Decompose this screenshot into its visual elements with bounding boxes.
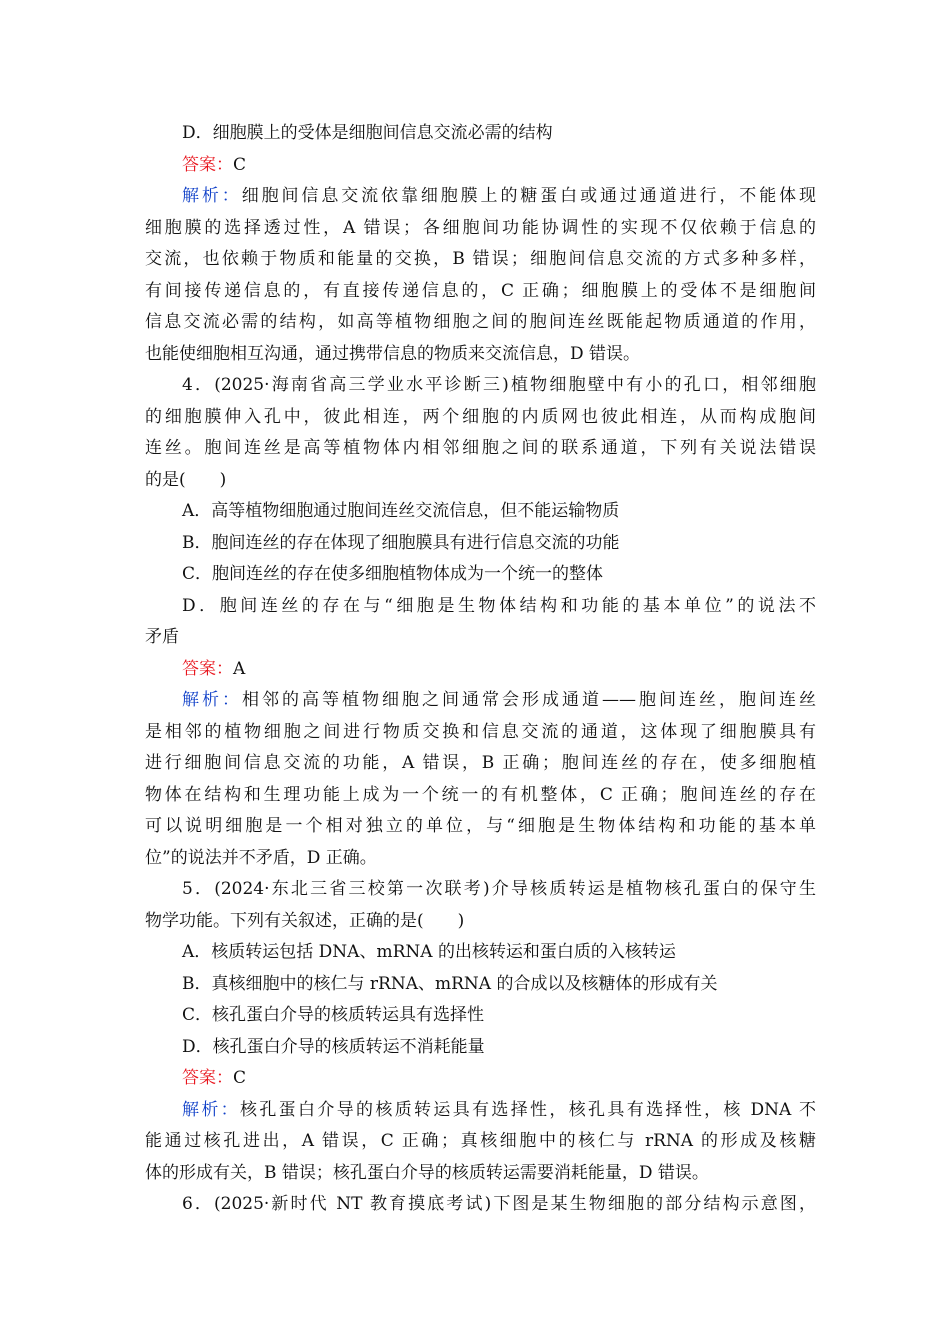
q4-stem-line-1: 4．(2025·海南省高三学业水平诊断三)植物细胞壁中有小的孔口，相邻细胞 [182,375,816,395]
q4-analysis-line-3: 进行细胞间信息交流的功能，A 错误，B 正确；胞间连丝的存在，使多细胞植 [145,753,816,773]
q3-analysis-line-3: 交流，也依赖于物质和能量的交换，B 错误；细胞间信息交流的方式多种多样， [145,249,816,269]
q3-answer-label: 答案： [182,154,233,175]
q4-answer-label: 答案： [182,658,233,679]
q5-analysis-line-1: 解析：核孔蛋白介导的核质转运具有选择性，核孔具有选择性，核 DNA 不 [182,1099,817,1120]
q5-analysis-line-2: 能通过核孔进出，A 错误，C 正确；真核细胞中的核仁与 rRNA 的形成及核糖 [145,1131,816,1151]
q4-analysis-line-2: 是相邻的植物细胞之间进行物质交换和信息交流的通道，这体现了细胞膜具有 [145,721,816,742]
q5-option-b: B．真核细胞中的核仁与 rRNA、mRNA 的合成以及核糖体的形成有关 [182,973,718,994]
q5-option-d: D．核孔蛋白介导的核质转运不消耗能量 [182,1036,485,1057]
q4-option-a: A．高等植物细胞通过胞间连丝交流信息，但不能运输物质 [182,501,620,521]
q4-option-b: B．胞间连丝的存在体现了细胞膜具有进行信息交流的功能 [182,532,620,553]
q3-analysis-label: 解析： [182,186,242,206]
q5-analysis-label: 解析： [182,1099,241,1120]
q5-answer-value: C [233,1068,247,1088]
q3-analysis-line-1: 解析：细胞间信息交流依靠细胞膜上的糖蛋白或通过通道进行，不能体现 [182,186,817,206]
q4-analysis-line-1: 解析：相邻的高等植物细胞之间通常会形成通道——胞间连丝，胞间连丝 [182,690,816,710]
q3-answer [145,150,816,182]
q4-stem-line-2: 的细胞膜伸入孔中，彼此相连，两个细胞的内质网也彼此相连，从而构成胞间 [145,406,816,427]
q4-stem-line-3: 连丝。胞间连丝是高等植物体内相邻细胞之间的联系通道，下列有关说法错误 [145,438,816,458]
q4-option-d-line-1: D．胞间连丝的存在与“细胞是生物体结构和功能的基本单位”的说法不 [182,595,816,616]
q4-option-d-line-2: 矛盾 [145,627,179,647]
q6-stem-line-1: 6．(2025·新时代 NT 教育摸底考试)下图是某生物细胞的部分结构示意图， [182,1194,816,1214]
q5-stem-line-2: 物学功能。下列有关叙述，正确的是( ) [145,910,465,931]
q4-analysis-line-4: 物体在结构和生理功能上成为一个统一的有机整体，C 正确；胞间连丝的存在 [145,784,816,805]
q5-analysis-line-3: 体的形成有关，B 错误；核孔蛋白介导的核质转运需要消耗能量，D 错误。 [145,1162,709,1183]
q4-analysis-line-6: 位”的说法并不矛盾，D 正确。 [145,847,377,868]
q5-answer [145,1063,816,1095]
q5-stem-line-1: 5．(2024·东北三省三校第一次联考)介导核质转运是植物核孔蛋白的保守生 [182,879,816,899]
q3-answer-value: C [233,154,247,175]
q4-stem-line-4: 的是( ) [145,469,227,490]
q4-answer-value: A [233,658,246,679]
q3-analysis-line-5: 信息交流必需的结构，如高等植物细胞之间的胞间连丝既能起物质通道的作用， [145,312,816,332]
q4-analysis-line-5: 可以说明细胞是一个相对独立的单位，与“细胞是生物体结构和功能的基本单 [145,816,816,836]
q3-analysis-line-2: 细胞膜的选择透过性，A 错误；各细胞间功能协调性的实现不仅依赖于信息的 [145,217,816,238]
q5-answer-label: 答案： [182,1068,233,1088]
q5-option-c: C．核孔蛋白介导的核质转运具有选择性 [182,1005,485,1025]
q3-analysis-line-6: 也能使细胞相互沟通，通过携带信息的物质来交流信息，D 错误。 [145,343,641,364]
q4-option-c: C．胞间连丝的存在使多细胞植物体成为一个统一的整体 [182,564,604,584]
q4-answer [145,654,816,686]
q4-analysis-label: 解析： [182,690,242,710]
q5-option-a: A．核质转运包括 DNA、mRNA 的出核转运和蛋白质的入核转运 [182,942,676,962]
q3-analysis-line-4: 有间接传递信息的，有直接传递信息的，C 正确；细胞膜上的受体不是细胞间 [145,280,816,301]
q3-option-d: D．细胞膜上的受体是细胞间信息交流必需的结构 [182,123,553,143]
